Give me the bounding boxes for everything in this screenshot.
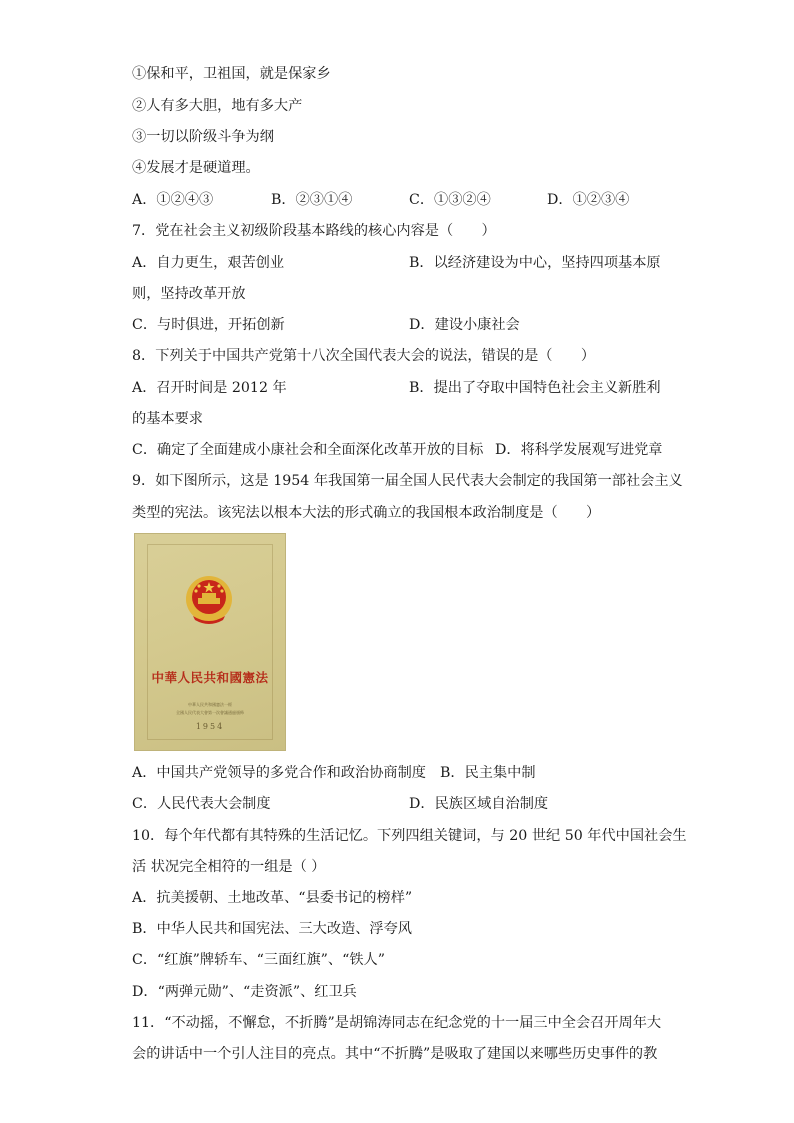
- q9-option-a: A．中国共产党领导的多党合作和政治协商制度: [132, 765, 426, 781]
- q11-line1: 11．“不动摇，不懈怠，不折腾”是胡锦涛同志在纪念党的十一届三中全会召开周年大: [132, 1015, 662, 1031]
- q10-option-a: A．抗美援朝、土地改革、“县委书记的榜样”: [132, 890, 413, 906]
- q9-option-c: C．人民代表大会制度: [132, 796, 271, 812]
- q10-option-c: C．“红旗”牌轿车、“三面红旗”、“铁人”: [132, 952, 385, 968]
- q7-stem: 7．党在社会主义初级阶段基本路线的核心内容是（ ）: [132, 223, 496, 239]
- q10-stem-line1: 10．每个年代都有其特殊的生活记忆。下列四组关键词，与 20 世纪 50 年代中国社会生: [132, 828, 687, 844]
- q8-option-b: B．提出了夺取中国特色社会主义新胜利: [409, 380, 661, 396]
- q7-option-c: C．与时俱进，开拓创新: [132, 317, 285, 333]
- q9-option-d: D．民族区域自治制度: [409, 796, 549, 812]
- q10-option-d: D．“两弹元勋”、“走资派”、红卫兵: [132, 984, 357, 1000]
- national-emblem-icon: [183, 574, 235, 626]
- q8-stem: 8．下列关于中国共产党第十八次全国代表大会的说法，错误的是（ ）: [132, 348, 596, 364]
- constitution-photo: [134, 533, 286, 751]
- q6-option-d: D．①②③④: [547, 192, 630, 208]
- q8-option-a: A．召开时间是 2012 年: [132, 380, 287, 396]
- q8-option-b-cont: 的基本要求: [132, 411, 203, 427]
- q6-item-4: ④发展才是硬道理。: [132, 160, 260, 176]
- q8-option-c: C．确定了全面建成小康社会和全面深化改革开放的目标: [132, 442, 484, 458]
- q10-option-b: B．中华人民共和国宪法、三大改造、浮夸风: [132, 921, 412, 937]
- constitution-title: 中華人民共和國憲法: [151, 670, 269, 685]
- q7-option-b: B．以经济建设为中心，坚持四项基本原: [409, 255, 661, 271]
- constitution-subtitle-2: 全國人民代表大會第一次會議通過頒佈: [176, 710, 244, 715]
- q6-option-c: C．①③②④: [409, 192, 491, 208]
- q9-stem-line2: 类型的宪法。该宪法以根本大法的形式确立的我国根本政治制度是（ ）: [132, 505, 601, 521]
- q6-option-a: A．①②④③: [132, 192, 214, 208]
- q6-option-b: B．②③①④: [271, 192, 353, 208]
- q7-option-a: A．自力更生，艰苦创业: [132, 255, 285, 271]
- q9-option-b: B．民主集中制: [440, 765, 536, 781]
- q10-stem-line2: 活 状况完全相符的一组是（ ）: [132, 859, 326, 875]
- q11-line2: 会的讲话中一个引人注目的亮点。其中“不折腾”是吸取了建国以来哪些历史事件的教: [132, 1046, 658, 1062]
- q6-item-2: ②人有多大胆，地有多大产: [132, 98, 303, 114]
- constitution-year: 1954: [195, 722, 225, 731]
- q7-option-b-cont: 则，坚持改革开放: [132, 286, 246, 302]
- constitution-subtitle-1: 中華人民共和國憲法一經: [188, 702, 232, 707]
- q7-option-d: D．建设小康社会: [409, 317, 520, 333]
- q6-item-3: ③一切以阶级斗争为纲: [132, 129, 274, 145]
- q8-option-d: D．将科学发展观写进党章: [495, 442, 663, 458]
- q6-item-1: ①保和平，卫祖国，就是保家乡: [132, 66, 331, 82]
- q9-stem-line1: 9．如下图所示，这是 1954 年我国第一届全国人民代表大会制定的我国第一部社会主义: [132, 473, 683, 489]
